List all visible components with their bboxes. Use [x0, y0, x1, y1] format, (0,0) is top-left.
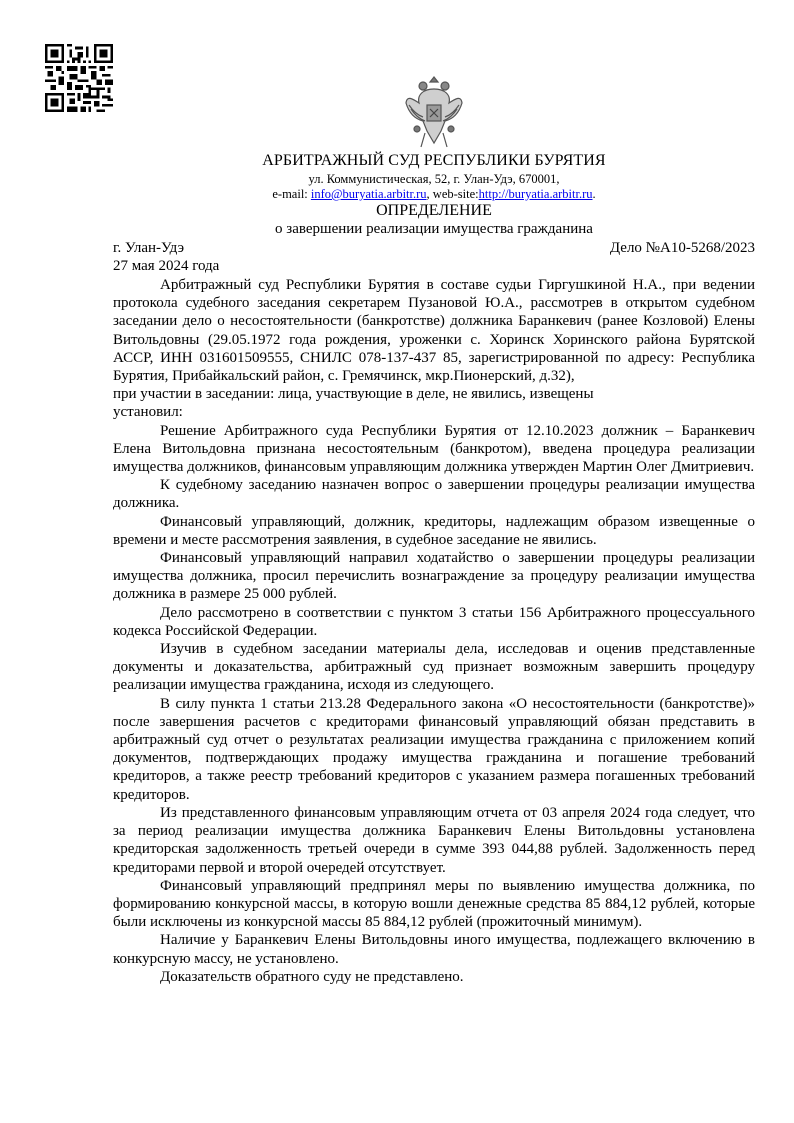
paragraph: Финансовый управляющий, должник, кредиторы, надлежащим образом извещенные о времени и месте рассмотрения заявления, в судебное заседание не явились.	[113, 513, 755, 548]
paragraph: Решение Арбитражного суда Республики Бурятия от 12.10.2023 должник – Баранкевич Елена Витольдовна признана несостоятельным (банкротом), введена процедура реализации имущества должников, финансовым управляющим должника утвержден Мартин Олег Дмитриевич.	[113, 422, 755, 476]
qr-code-icon	[45, 44, 113, 112]
website-link[interactable]: http://buryatia.arbitr.ru	[478, 187, 593, 201]
paragraph: К судебному заседанию назначен вопрос о завершении процедуры реализации имущества должника.	[113, 477, 755, 512]
email-label: e-mail:	[272, 187, 311, 201]
paragraph: Дело рассмотрено в соответствии с пунктом 3 статьи 156 Арбитражного процессуального кодекса Российской Федерации.	[113, 604, 755, 639]
paragraph: при участии в заседании: лица, участвующие в деле, не явились, извещены	[113, 386, 594, 403]
document-type: ОПРЕДЕЛЕНИЕ	[376, 202, 492, 219]
paragraph: Доказательств обратного суду не представлено.	[160, 968, 464, 985]
case-number: Дело №А10-5268/2023	[609, 240, 755, 256]
coat-of-arms-icon	[403, 73, 465, 151]
document-body	[113, 276, 755, 986]
city: г. Улан-Удэ	[113, 240, 185, 256]
court-address: ул. Коммунистическая, 52, г. Улан-Удэ, 670001,	[308, 172, 560, 186]
website-suffix: .	[592, 187, 596, 201]
email-link[interactable]: info@buryatia.arbitr.ru	[310, 187, 427, 201]
paragraph: Арбитражный суд Республики Бурятия в составе судьи Гиргушкиной Н.А., при ведении протокола судебного заседания секретарем Пузановой Ю.А., рассмотрев в открытом судебном заседании дело о несостоятельности (банкротстве) должника Баранкевич (ранее Козловой) Елены Витольдовны (29.05.1972 года рождения, уроженки с. Хоринск Хоринского района Бурятской АССР, ИНН 031601509555, СНИЛС 078-137-437 85, зарегистрированной по адресу: Республика Бурятия, Прибайкальский район, с. Гремячинск, мкр.Пионерский, д.32),	[113, 277, 755, 385]
court-contacts	[0, 187, 794, 202]
website-label: , web-site:	[426, 187, 479, 201]
paragraph: Финансовый управляющий направил ходатайство о завершении процедуры реализации имущества должника, просил перечислить вознаграждение за процедуру реализации имущества должника в размере 25 000 рублей.	[113, 550, 755, 603]
court-name: АРБИТРАЖНЫЙ СУД РЕСПУБЛИКИ БУРЯТИЯ	[262, 152, 606, 169]
meta-row	[113, 240, 755, 257]
paragraph: Финансовый управляющий предпринял меры по выявлению имущества должника, по формированию конкурсной массы, в которую вошли денежные средства 85 884,12 рублей, которые были исключены из конкурсной массы 85 884,12 рублей (прожиточный минимум).	[113, 877, 755, 931]
paragraph: Из представленного финансовым управляющим отчета от 03 апреля 2024 года следует, что за период реализации имущества должника Баранкевич Елены Витольдовны установлена кредиторская задолженность третьей очереди в сумме 393 044,88 рублей. Задолженность перед кредиторами первой и второй очередей отсутствует.	[113, 804, 755, 876]
document-subject: о завершении реализации имущества гражданина	[275, 221, 593, 237]
paragraph: Наличие у Баранкевич Елены Витольдовны иного имущества, подлежащего включению в конкурсную массу, не установлено.	[113, 932, 755, 967]
document-date: 27 мая 2024 года	[113, 258, 220, 274]
paragraph: Изучив в судебном заседании материалы дела, исследовав и оценив представленные документы и доказательства, арбитражный суд признает возможным завершить процедуру реализации имущества гражданина, исходя из следующего.	[113, 641, 755, 694]
paragraph: установил:	[113, 404, 183, 421]
paragraph: В силу пункта 1 статьи 213.28 Федерального закона «О несостоятельности (банкротстве)» после завершения расчетов с кредиторами финансовый управляющий обязан представить в арбитражный суд отчет о результатах реализации имущества гражданина с приложением копий документов, подтверждающих продажу имущества гражданина и погашение требований кредиторов, а также реестр требований кредиторов с указанием размера погашенных требований кредиторов.	[113, 695, 755, 803]
